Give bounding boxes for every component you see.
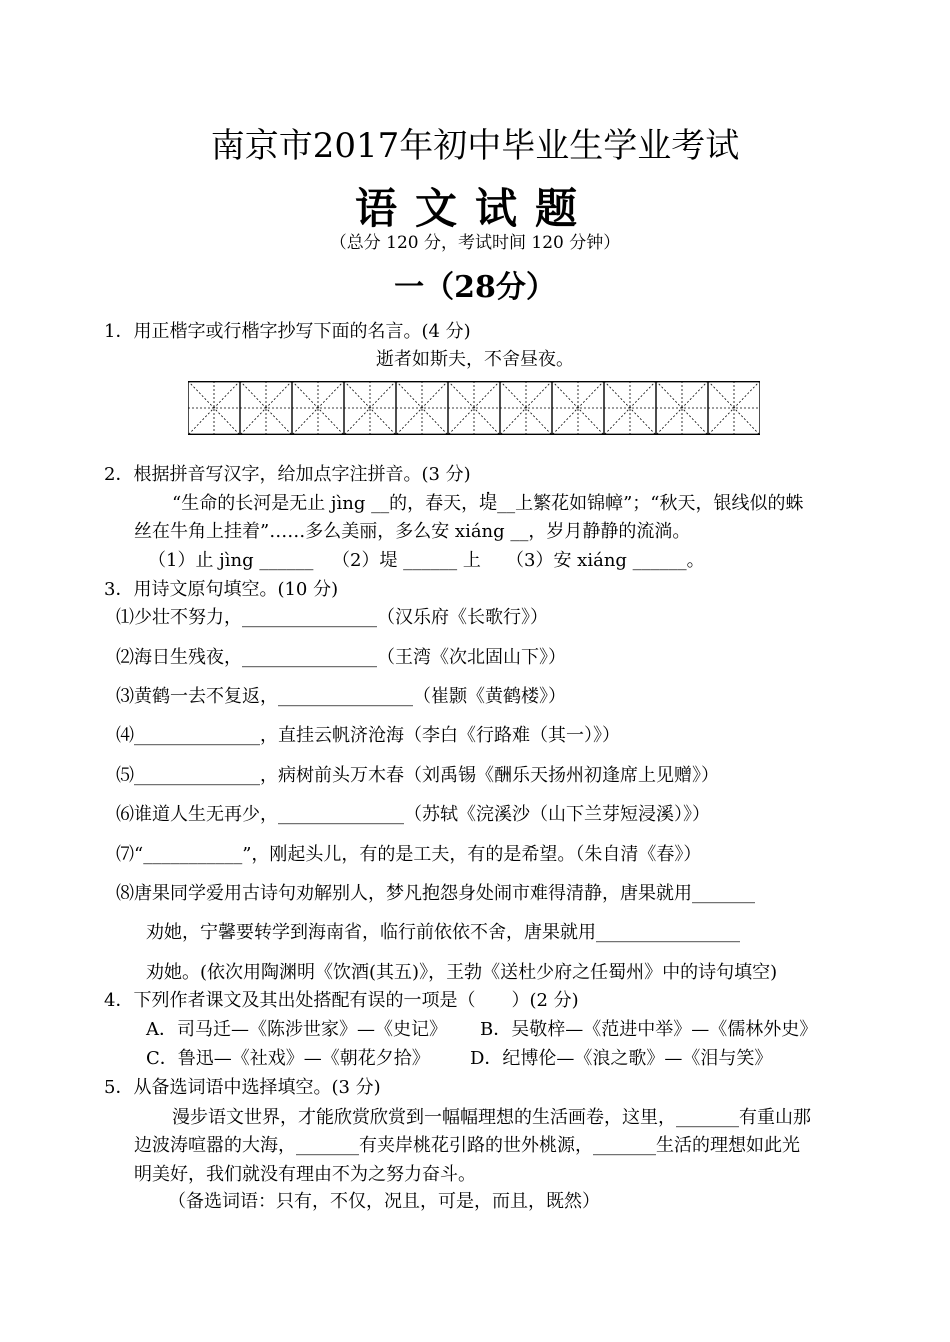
q4-option-c: C．鲁迅—《社戏》—《朝花夕拾》 [146,1048,430,1069]
q3-stem: 3．用诗文原句填空。(10 分) [104,579,339,600]
q5-stem: 5．从备选词语中选择填空。(3 分) [104,1077,381,1098]
q5-line-3: 明美好，我们就没有理由不为之努力奋斗。 [134,1164,476,1185]
q3-line-4: ⑷______________，直挂云帆济沧海（李白《行路难（其一）》） [116,725,620,746]
q5-line-1: 漫步语文世界，才能欣赏欣赏到一幅幅理想的生活画卷，这里，_______有重山那 [172,1107,811,1128]
q3-line-5: ⑸______________，病树前头万木春（刘禹锡《酬乐天扬州初逢席上见赠》） [116,765,719,786]
q5-line-2: 边波涛喧嚣的大海，_______有夹岸桃花引路的世外桃源，_______生活的理想如此光 [134,1135,800,1156]
q3-line-8-cont1: 劝她，宁馨要转学到海南省，临行前依依不舍，唐果就用________________ [146,922,740,943]
q4-stem: 4．下列作者课文及其出处搭配有误的一项是（ ）(2 分) [104,990,579,1011]
q3-line-6: ⑹谁道人生无再少，______________（苏轼《浣溪沙（山下兰芽短浸溪）》） [116,804,710,825]
q3-line-7: ⑺“___________”，刚起头儿，有的是工夫，有的是希望。（朱自清《春》） [116,844,702,865]
q2-paragraph-line1 [172,489,804,515]
q3-line-8-cont2: 劝她。(依次用陶渊明《饮酒(其五)》，王勃《送杜少府之任蜀州》中的诗句填空) [146,962,778,983]
q2-para-a: “生命的长河是无止 jìng __的，春天， [172,493,480,514]
q3-line-2: ⑵海日生残夜，_______________（王湾《次北固山下》） [116,647,566,668]
q1-quote: 逝者如斯夫，不舍昼夜。 [376,349,574,370]
q2-para-b: __上繁花如锦幛”；“秋天，银线似的蛛 [497,493,804,514]
q4-option-d: D．纪博伦—《浪之歌》—《泪与笑》 [470,1048,773,1069]
q4-option-b: B．吴敬梓—《范进中举》—《儒林外史》 [480,1019,818,1040]
q3-line-8: ⑻唐果同学爱用古诗句劝解别人，梦凡抱怨身处闹市难得清静，唐果就用_______ [116,883,755,904]
writing-grid[interactable] [188,381,760,435]
q4-option-a: A．司马迁—《陈涉世家》—《史记》 [146,1019,447,1040]
q2-item-2: （2）堤 ______ 上 [332,550,481,571]
q2-item-3: （3）安 xiáng ______。 [506,550,705,571]
q2-paragraph-line2: 丝在牛角上挂着”……多么美丽，多么安 xiáng __，岁月静静的流淌。 [134,521,691,542]
q1-stem: 1．用正楷字或行楷字抄写下面的名言。(4 分) [104,321,471,342]
q5-word-options: （备选词语：只有，不仅，况且，可是，而且，既然） [168,1191,600,1212]
q2-stem: 2．根据拼音写汉字，给加点字注拼音。(3 分) [104,464,471,485]
q3-line-3: ⑶黄鹤一去不复返，_______________（崔颢《黄鹤楼》） [116,686,566,707]
exam-title: 南京市2017年初中毕业生学业考试 [210,126,740,166]
q3-line-1: ⑴少壮不努力，_______________（汉乐府《长歌行》） [116,607,548,628]
exam-note: （总分 120 分，考试时间 120 分钟） [329,233,621,253]
q2-item-1: （1）止 jìng ______ [148,550,314,571]
section-heading: 一（28分） [394,270,556,305]
q2-dotted-char: 堤 [479,493,498,514]
subject-title: 语文试题 [354,184,595,233]
